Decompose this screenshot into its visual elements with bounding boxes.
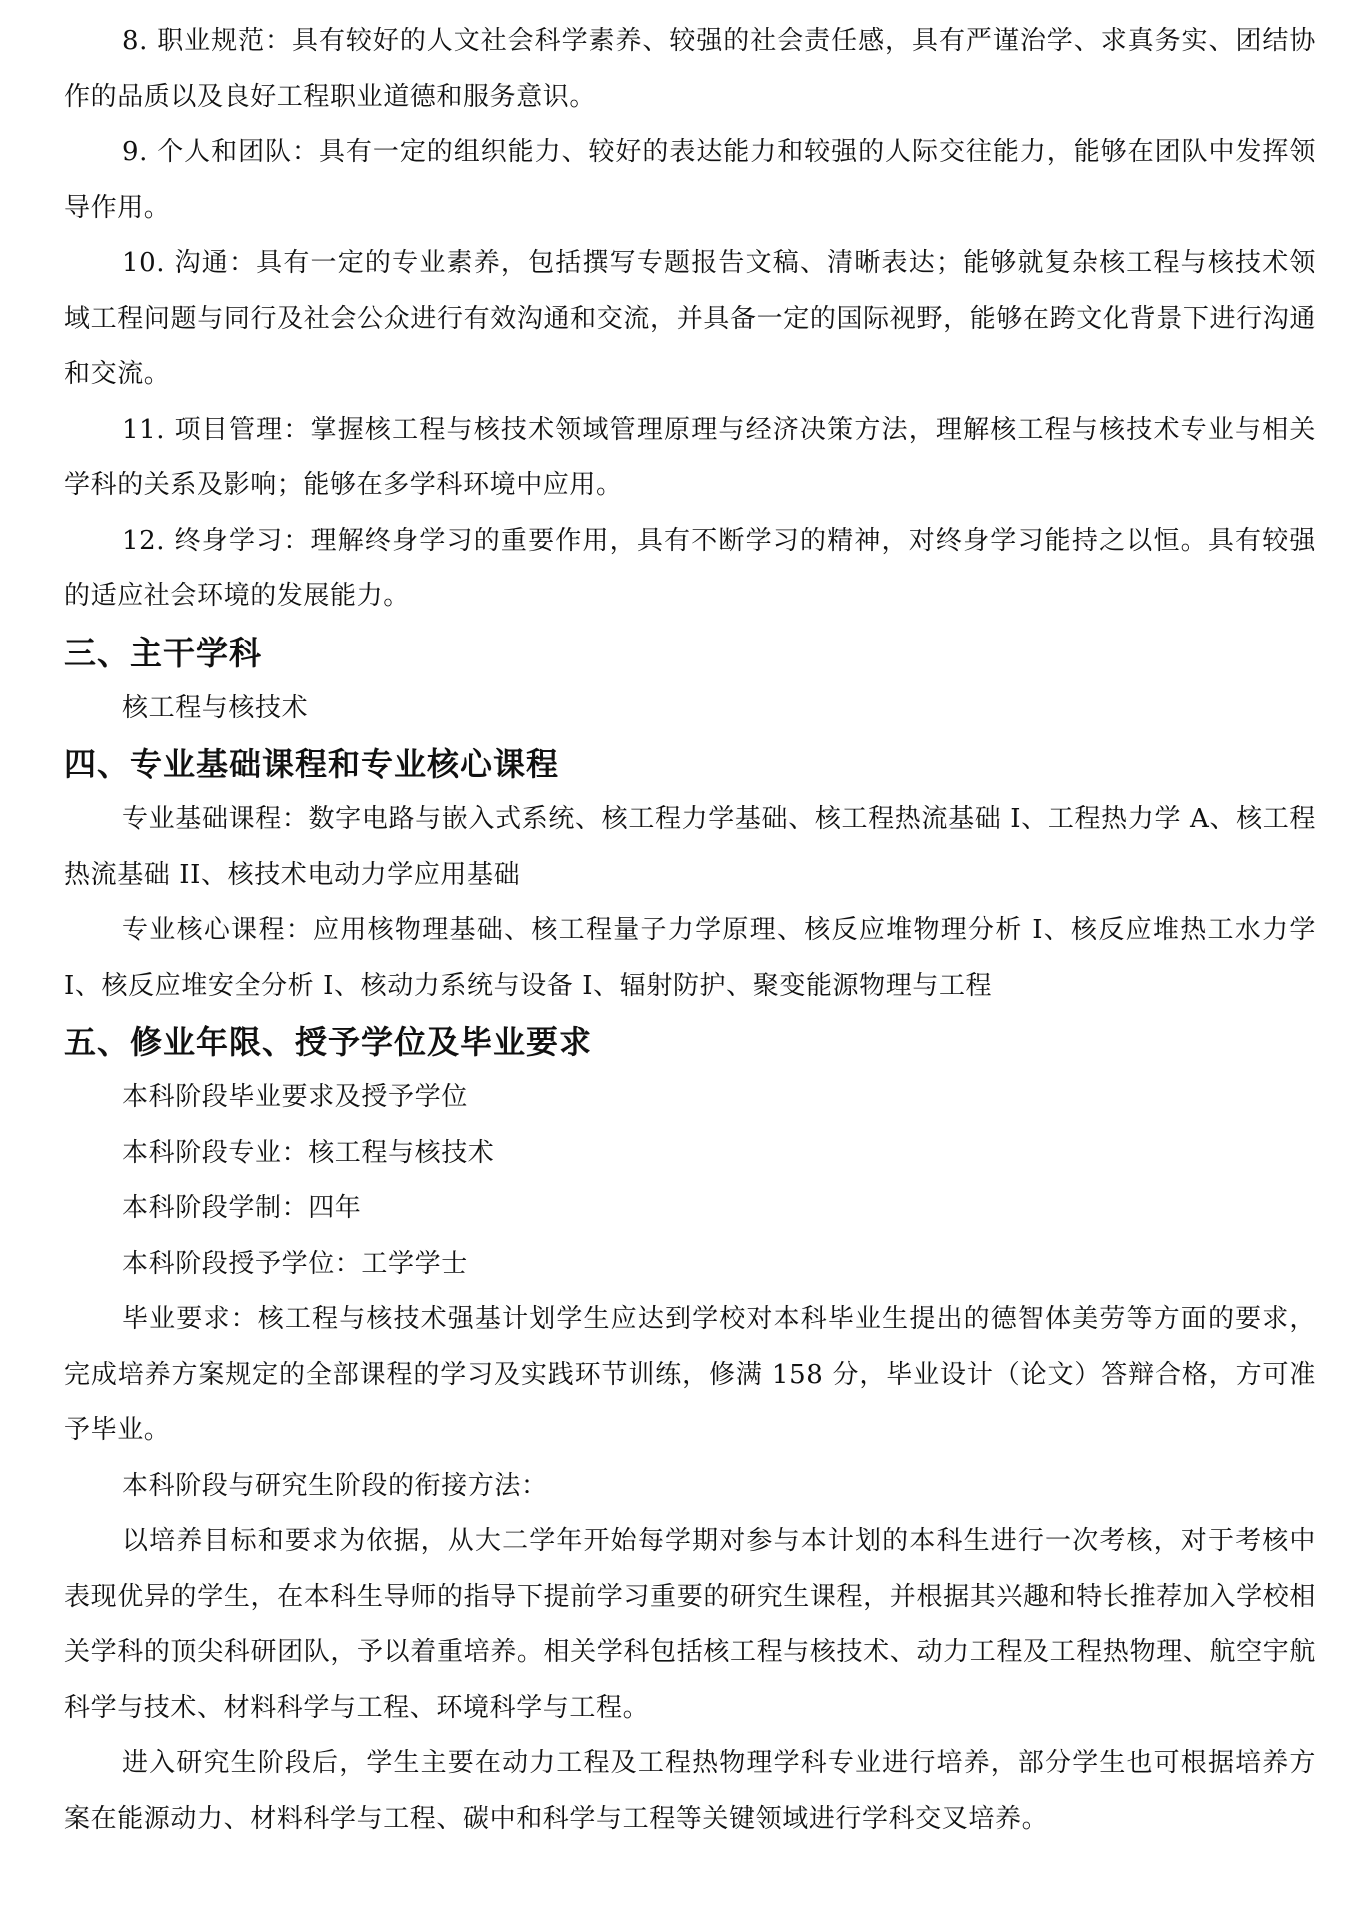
- graduation-requirements: 毕业要求：核工程与核技术强基计划学生应达到学校对本科毕业生提出的德智体美劳等方面的要求，完成培养方案规定的全部课程的学习及实践环节训练，修满 158 分，毕业设计（论文）答辩合格，方可准予毕业。: [64, 1304, 1316, 1445]
- requirement-10: 10. 沟通：具有一定的专业素养，包括撰写专题报告文稿、清晰表达；能够就复杂核工程与核技术领域工程问题与同行及社会公众进行有效沟通和交流，并具备一定的国际视野，能够在跨文化背景下进行沟通和交流。: [64, 248, 1316, 389]
- section-4-heading: 四、专业基础课程和专业核心课程: [64, 745, 560, 783]
- requirement-8: 8. 职业规范：具有较好的人文社会科学素养、较强的社会责任感，具有严谨治学、求真务实、团结协作的品质以及良好工程职业道德和服务意识。: [64, 26, 1316, 112]
- section-3-heading: 三、主干学科: [64, 633, 263, 672]
- document-page: [64, 14, 1316, 1847]
- section-5-heading: 五、修业年限、授予学位及毕业要求: [64, 1023, 593, 1061]
- bridge-paragraph-2: 进入研究生阶段后，学生主要在动力工程及工程热物理学科专业进行培养，部分学生也可根据培养方案在能源动力、材料科学与工程、碳中和科学与工程等关键领域进行学科交叉培养。: [64, 1748, 1316, 1834]
- bridge-title: 本科阶段与研究生阶段的衔接方法：: [122, 1470, 548, 1501]
- main-discipline: 核工程与核技术: [122, 692, 309, 723]
- basic-courses: 专业基础课程：数字电路与嵌入式系统、核工程力学基础、核工程热流基础 I、工程热力学 A、核工程热流基础 II、核技术电动力学应用基础: [64, 804, 1316, 890]
- requirement-11: 11. 项目管理：掌握核工程与核技术领域管理原理与经济决策方法，理解核工程与核技术专业与相关学科的关系及影响；能够在多学科环境中应用。: [64, 414, 1316, 500]
- undergrad-major: 本科阶段专业：核工程与核技术: [122, 1137, 495, 1168]
- bridge-paragraph-1: 以培养目标和要求为依据，从大二学年开始每学期对参与本计划的本科生进行一次考核，对于考核中表现优异的学生，在本科生导师的指导下提前学习重要的研究生课程，并根据其兴趣和特长推荐加入学校相关学科的顶尖科研团队，予以着重培养。相关学科包括核工程与核技术、动力工程及工程热物理、航空宇航科学与技术、材料科学与工程、环境科学与工程。: [64, 1526, 1316, 1723]
- requirement-12: 12. 终身学习：理解终身学习的重要作用，具有不断学习的精神，对终身学习能持之以恒。具有较强的适应社会环境的发展能力。: [64, 525, 1316, 611]
- undergrad-duration: 本科阶段学制：四年: [122, 1193, 362, 1223]
- degree-subtitle: 本科阶段毕业要求及授予学位: [122, 1082, 468, 1112]
- requirement-9: 9. 个人和团队：具有一定的组织能力、较好的表达能力和较强的人际交往能力，能够在团队中发挥领导作用。: [64, 137, 1316, 223]
- core-courses: 专业核心课程：应用核物理基础、核工程量子力学原理、核反应堆物理分析 I、核反应堆热工水力学 I、核反应堆安全分析 I、核动力系统与设备 I、辐射防护、聚变能源物理与工程: [64, 915, 1316, 1001]
- undergrad-degree: 本科阶段授予学位：工学学士: [122, 1248, 468, 1279]
